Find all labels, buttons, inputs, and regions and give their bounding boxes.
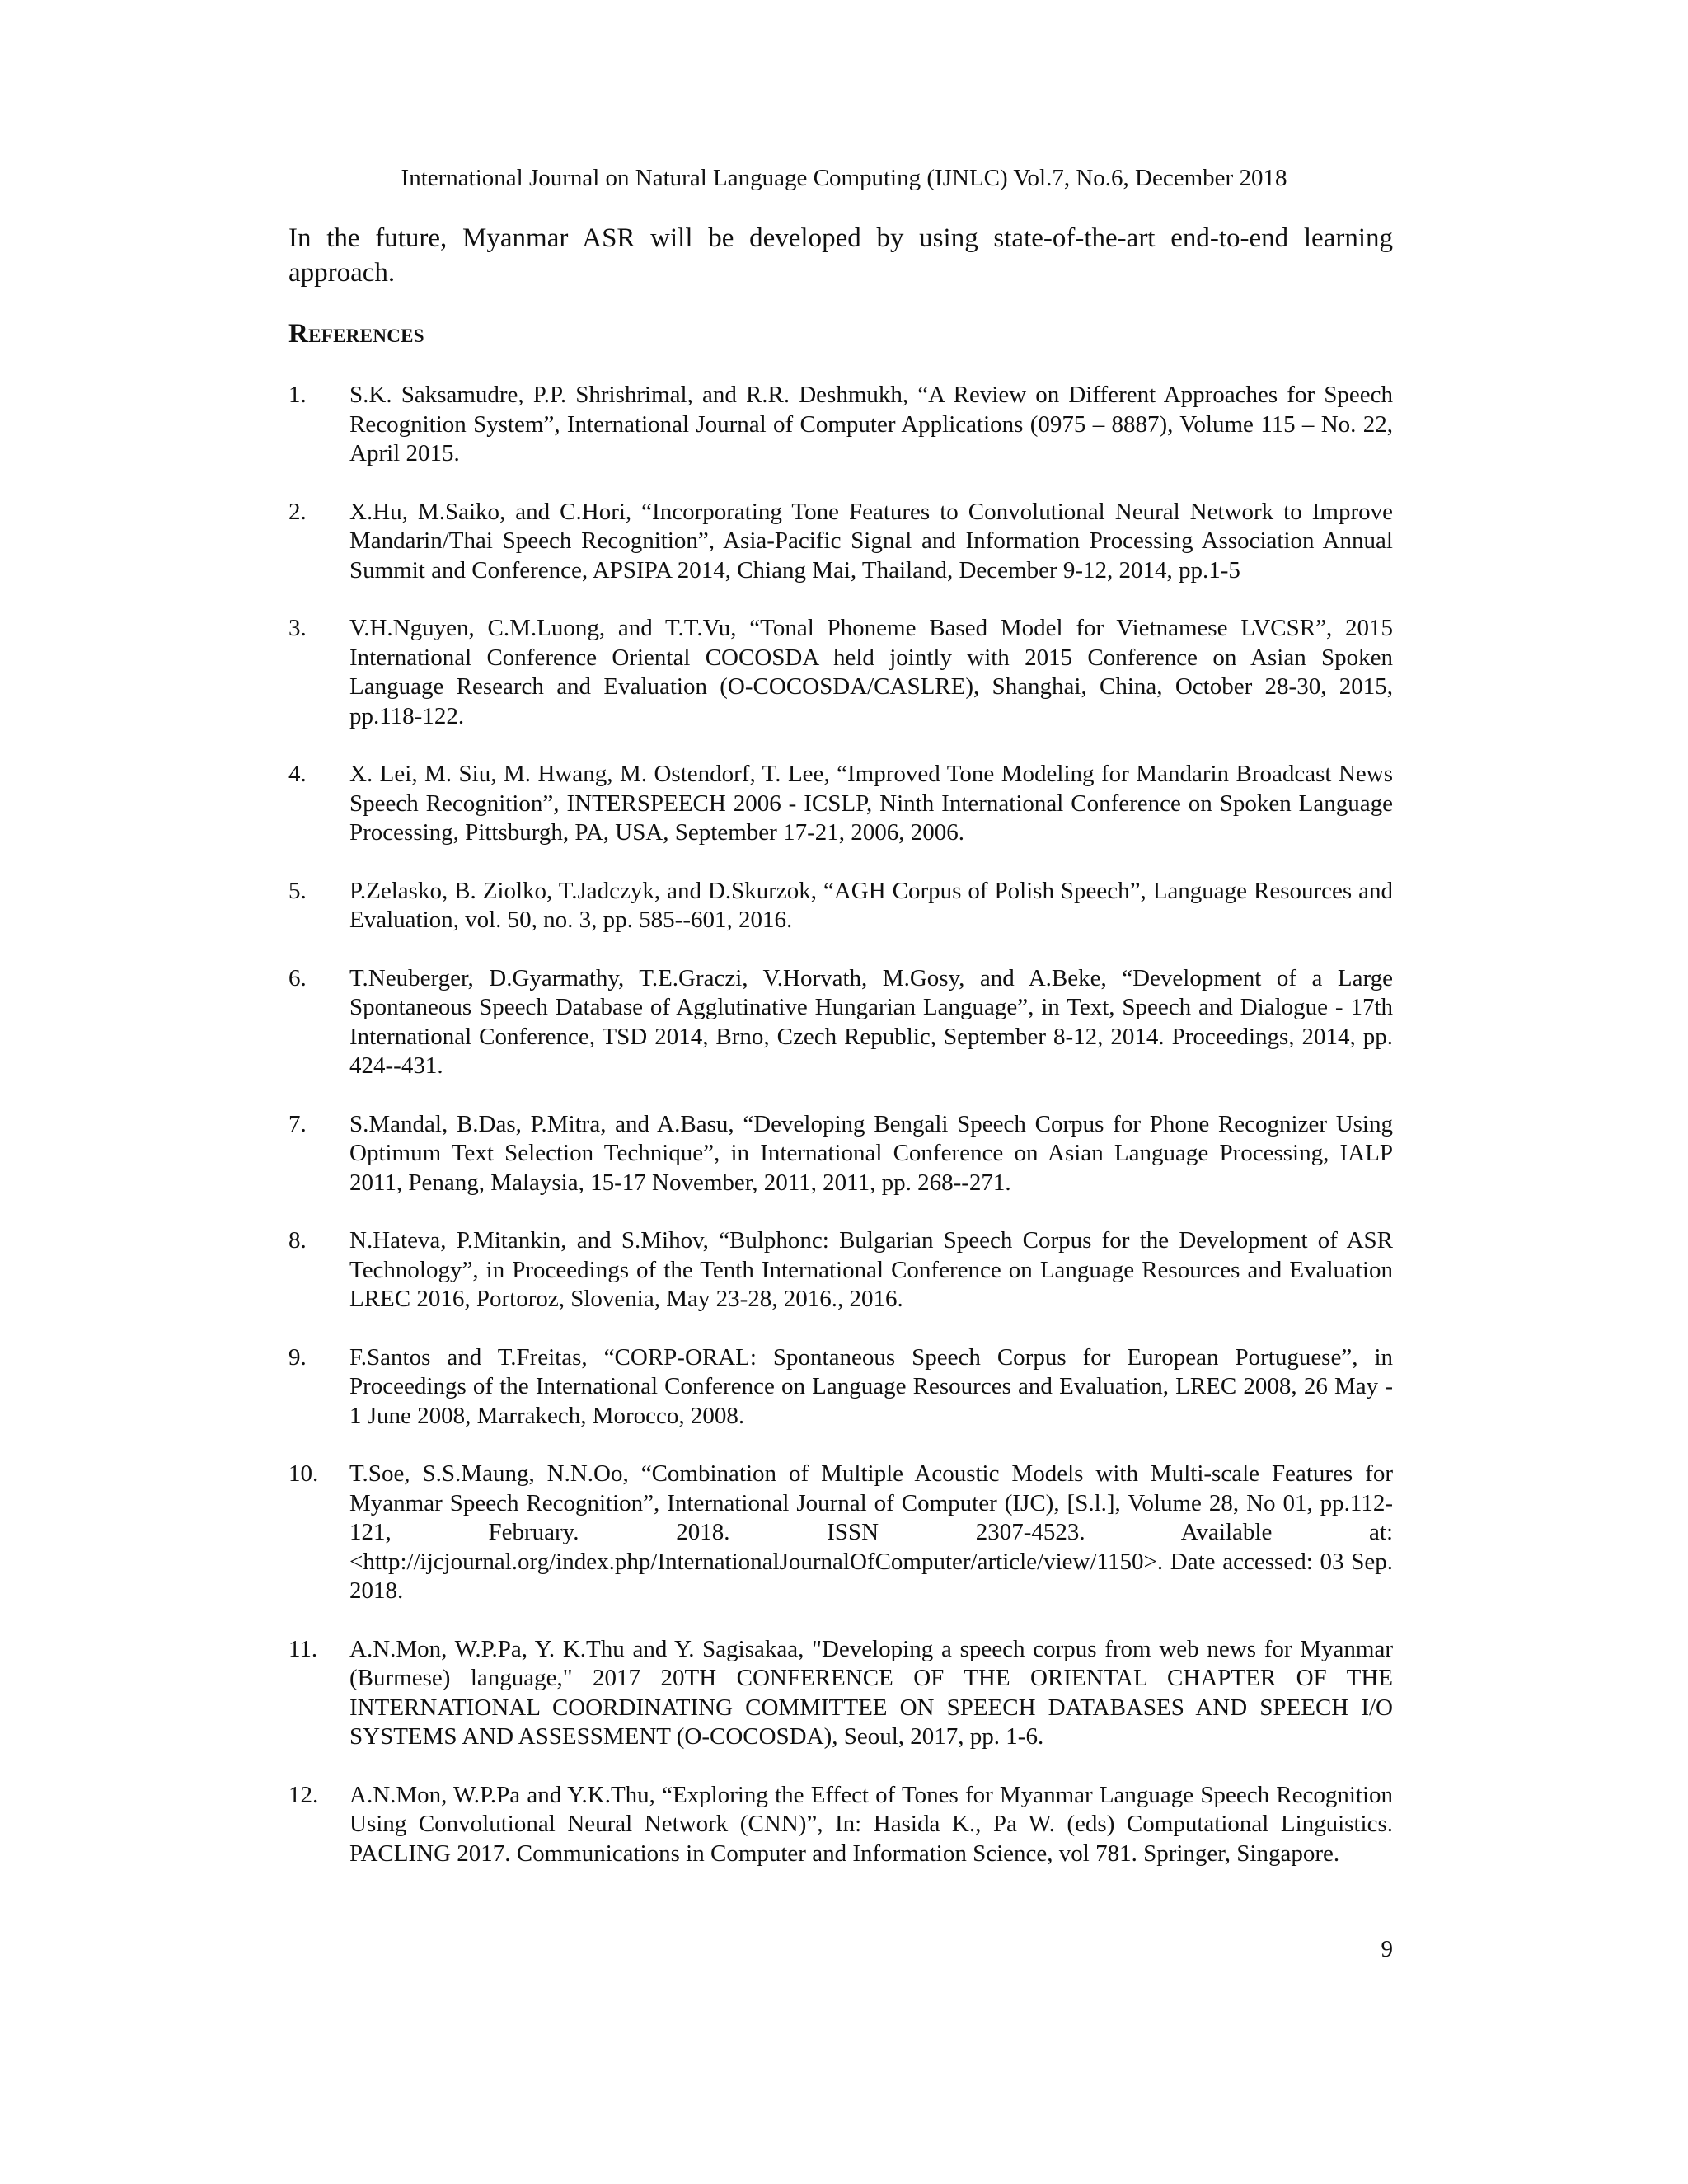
reference-number: 2. — [288, 498, 307, 525]
reference-item — [288, 1343, 1393, 1432]
reference-text: S.K. Saksamudre, P.P. Shrishrimal, and R.R. Deshmukh, “A Review on Different Approaches for Speech Recognition System”, International Journal of Computer Applications (0975 – 8887), Volume 115 – No. 22, April 2015. — [349, 382, 1393, 466]
reference-number: 8. — [288, 1227, 307, 1254]
reference-item — [288, 964, 1393, 1081]
intro-paragraph: In the future, Myanmar ASR will be developed by using state-of-the-art end-to-end learning approach. — [288, 223, 1393, 288]
reference-number: 1. — [288, 382, 307, 408]
reference-number: 3. — [288, 615, 307, 641]
reference-item — [288, 1226, 1393, 1315]
reference-text: A.N.Mon, W.P.Pa and Y.K.Thu, “Exploring the Effect of Tones for Myanmar Language Speech Recognition Using Convolutional Neural Network (CNN)”, In: Hasida K., Pa W. (eds) Computational Linguistics. PACLING 2017. Communications in Computer and Information Science, vol 781. Springer, Singapore. — [349, 1781, 1393, 1867]
references-list — [288, 381, 1393, 1897]
reference-item — [288, 760, 1393, 848]
running-header: International Journal on Natural Language Computing (IJNLC) Vol.7, No.6, December 2018 — [401, 165, 1287, 191]
reference-text: A.N.Mon, W.P.Pa, Y. K.Thu and Y. Sagisakaa, "Developing a speech corpus from web news for Myanmar (Burmese) language," 2017 20TH CONFERENCE OF THE ORIENTAL CHAPTER OF THE INTERNATIONAL COORDINATING COMMITTEE ON SPEECH DATABASES AND SPEECH I/O SYSTEMS AND ASSESSMENT (O-COCOSDA), Seoul, 2017, pp. 1-6. — [349, 1635, 1393, 1750]
reference-item — [288, 381, 1393, 469]
reference-number: 5. — [288, 877, 307, 904]
reference-item — [288, 877, 1393, 935]
reference-item — [288, 498, 1393, 586]
reference-text: N.Hateva, P.Mitankin, and S.Mihov, “Bulphonc: Bulgarian Speech Corpus for the Development of ASR Technology”, in Proceedings of the Tenth International Conference on Language Resources and Evaluation LREC 2016, Portoroz, Slovenia, May 23-28, 2016., 2016. — [349, 1227, 1393, 1312]
reference-number: 4. — [288, 761, 307, 787]
page-number: 9 — [1381, 1936, 1393, 1962]
reference-text: P.Zelasko, B. Ziolko, T.Jadczyk, and D.Skurzok, “AGH Corpus of Polish Speech”, Language Resources and Evaluation, vol. 50, no. 3, pp. 585--601, 2016. — [349, 877, 1393, 933]
reference-number: 10. — [288, 1460, 319, 1487]
reference-number: 11. — [288, 1635, 318, 1662]
reference-text: T.Soe, S.S.Maung, N.N.Oo, “Combination of Multiple Acoustic Models with Multi-scale Features for Myanmar Speech Recognition”, International Journal of Computer (IJC), [S.l.], Volume 28, No 01, pp.112-121, February. 2018. ISSN 2307-4523. Available at: <http://ijcjournal.org/index.php/InternationalJournalOfComputer/article/view/1150>. Date accessed: 03 Sep. 2018. — [349, 1460, 1393, 1604]
reference-number: 6. — [288, 964, 307, 991]
reference-item — [288, 1635, 1393, 1752]
reference-text: F.Santos and T.Freitas, “CORP-ORAL: Spontaneous Speech Corpus for European Portuguese”, in Proceedings of the International Conference on Language Resources and Evaluation, LREC 2008, 26 May - 1 June 2008, Marrakech, Morocco, 2008. — [349, 1343, 1393, 1429]
references-heading: References — [288, 319, 424, 349]
reference-item — [288, 1781, 1393, 1869]
reference-item — [288, 1110, 1393, 1198]
reference-text: V.H.Nguyen, C.M.Luong, and T.T.Vu, “Tonal Phoneme Based Model for Vietnamese LVCSR”, 2015 International Conference Oriental COCOSDA held jointly with 2015 Conference on Asian Spoken Language Research and Evaluation (O-COCOSDA/CASLRE), Shanghai, China, October 28-30, 2015, pp.118-122. — [349, 615, 1393, 729]
reference-text: X.Hu, M.Saiko, and C.Hori, “Incorporating Tone Features to Convolutional Neural Network to Improve Mandarin/Thai Speech Recognition”, Asia-Pacific Signal and Information Processing Association Annual Summit and Conference, APSIPA 2014, Chiang Mai, Thailand, December 9-12, 2014, pp.1-5 — [349, 498, 1393, 583]
reference-number: 7. — [288, 1110, 307, 1137]
reference-number: 9. — [288, 1343, 307, 1371]
reference-item — [288, 614, 1393, 731]
reference-number: 12. — [288, 1781, 319, 1808]
reference-item — [288, 1460, 1393, 1606]
reference-text: X. Lei, M. Siu, M. Hwang, M. Ostendorf, T. Lee, “Improved Tone Modeling for Mandarin Broadcast News Speech Recognition”, INTERSPEECH 2006 - ICSLP, Ninth International Conference on Spoken Language Processing, Pittsburgh, PA, USA, September 17-21, 2006, 2006. — [349, 761, 1393, 846]
reference-text: T.Neuberger, D.Gyarmathy, T.E.Graczi, V.Horvath, M.Gosy, and A.Beke, “Development of a Large Spontaneous Speech Database of Agglutinative Hungarian Language”, in Text, Speech and Dialogue - 17th International Conference, TSD 2014, Brno, Czech Republic, September 8-12, 2014. Proceedings, 2014, pp. 424--431. — [349, 964, 1393, 1079]
reference-text: S.Mandal, B.Das, P.Mitra, and A.Basu, “Developing Bengali Speech Corpus for Phone Recognizer Using Optimum Text Selection Technique”, in International Conference on Asian Language Processing, IALP 2011, Penang, Malaysia, 15-17 November, 2011, 2011, pp. 268--271. — [349, 1110, 1393, 1196]
